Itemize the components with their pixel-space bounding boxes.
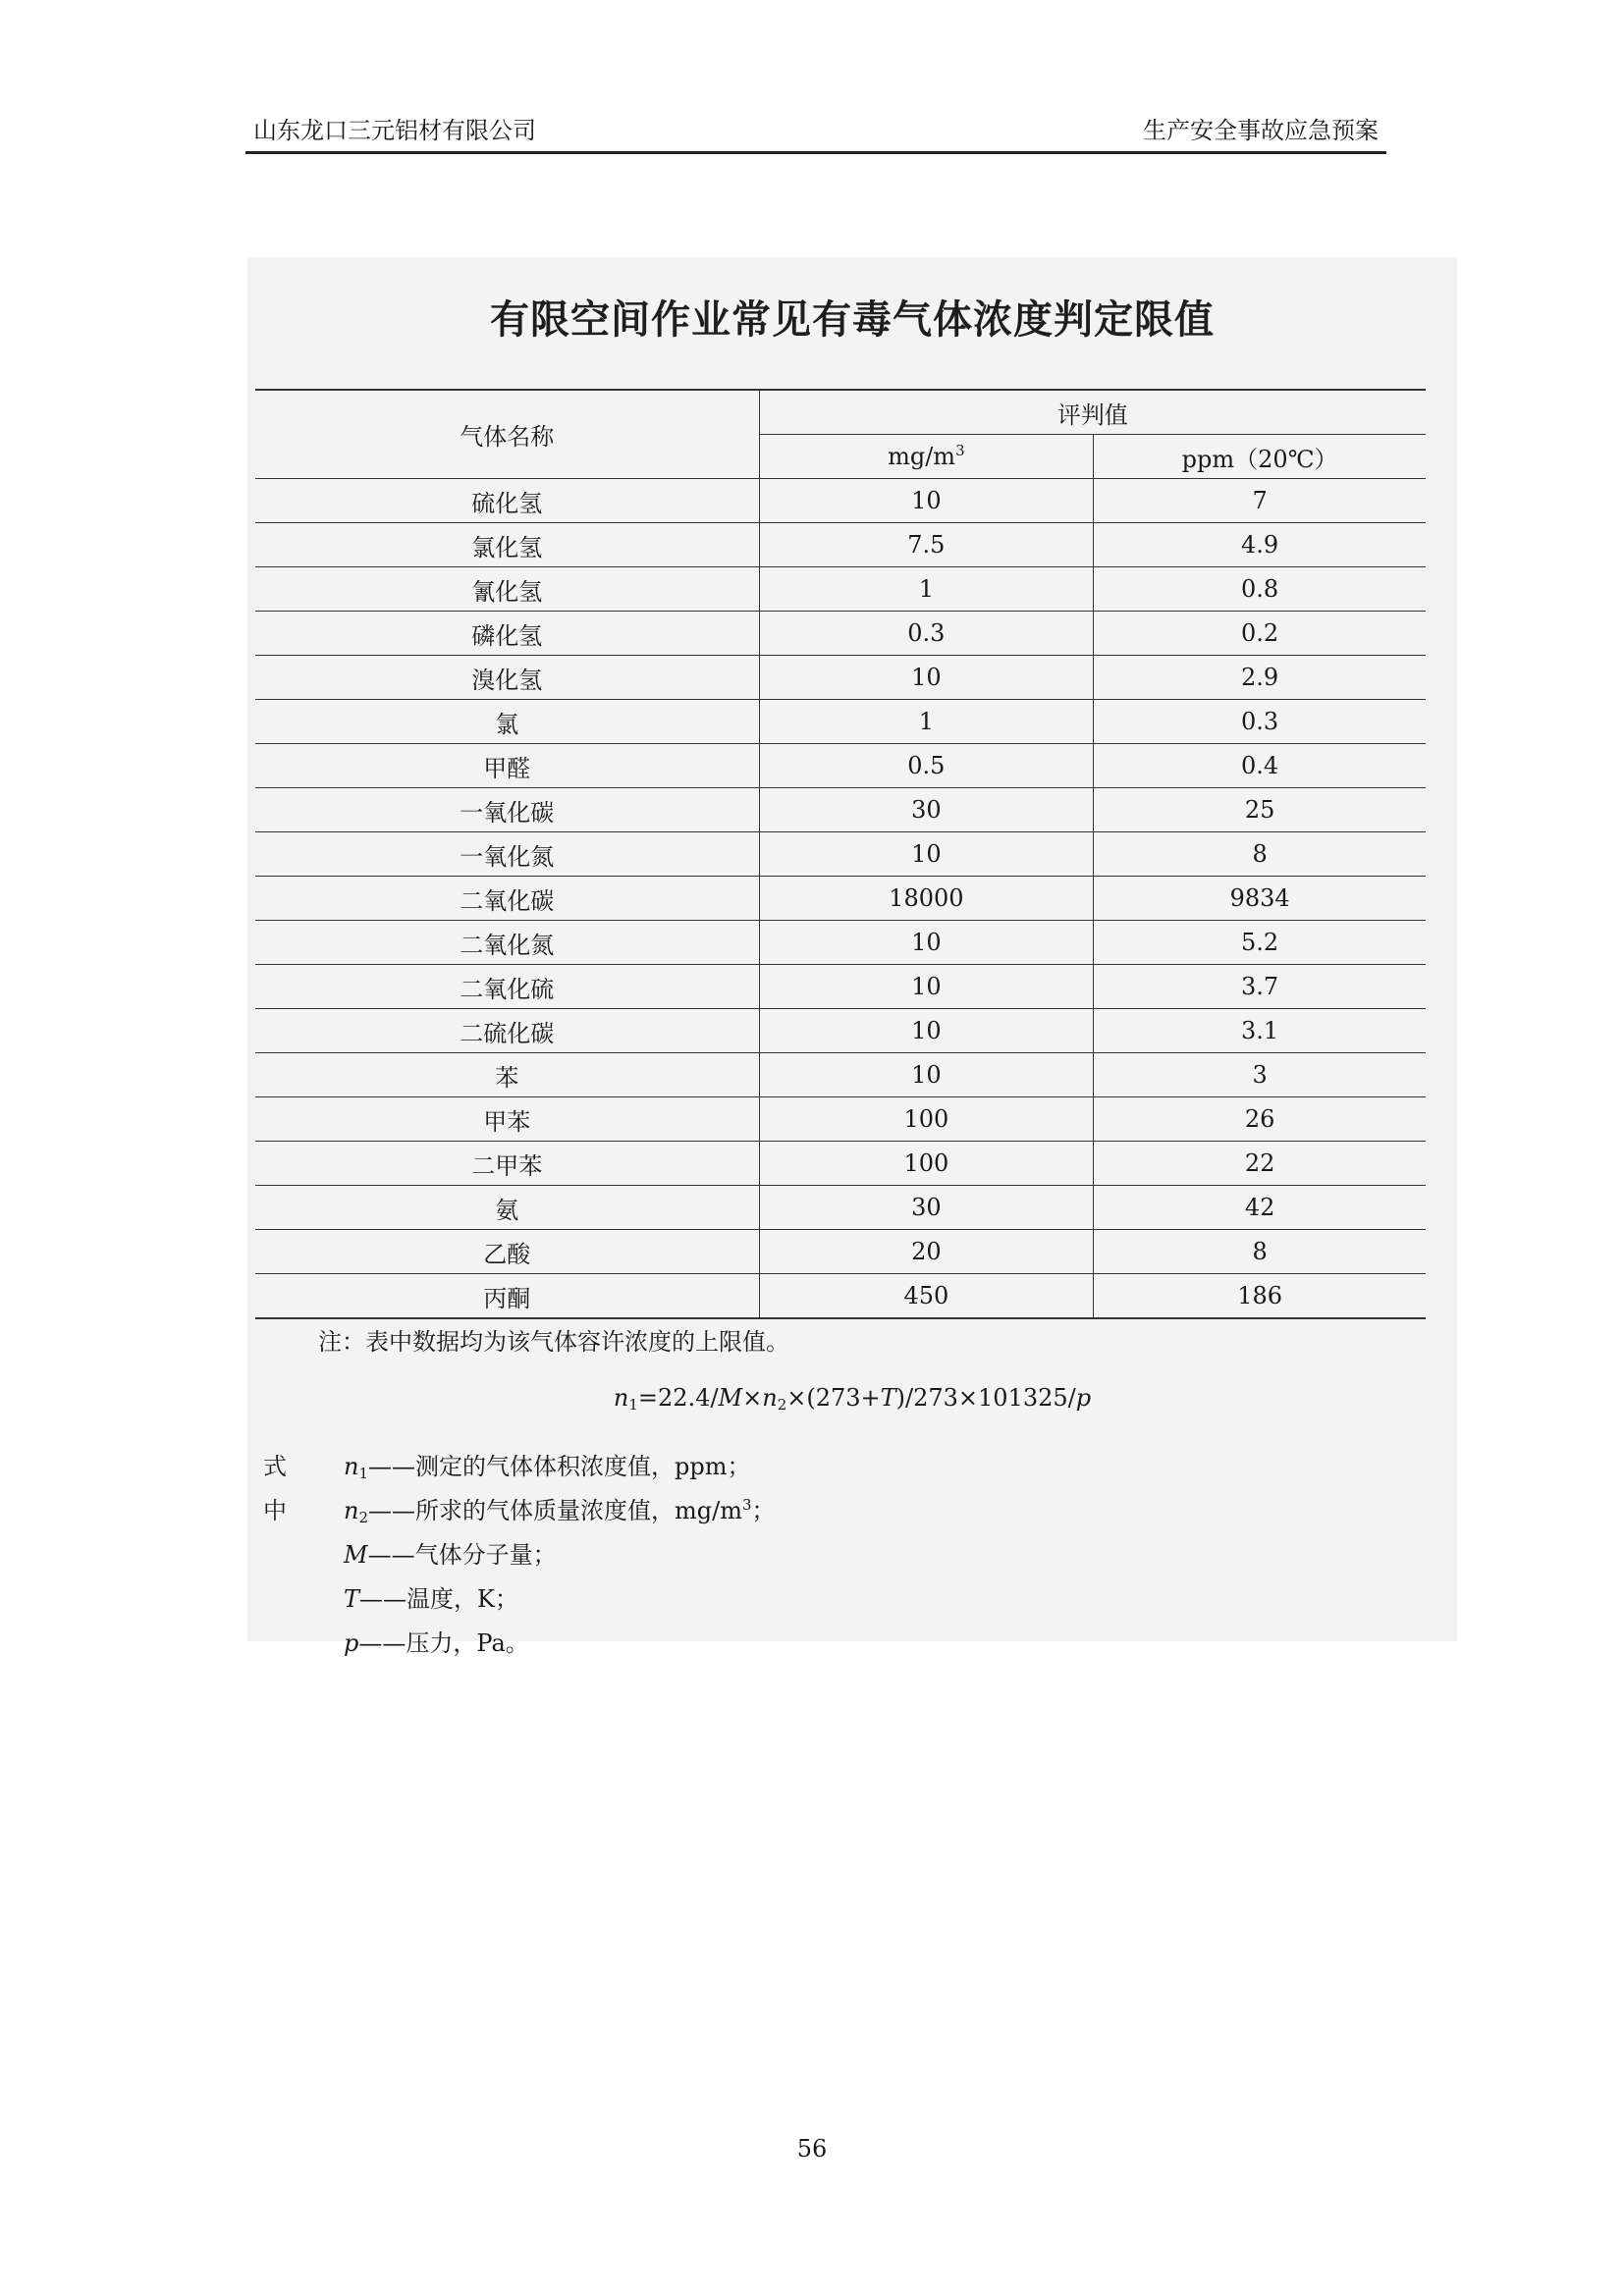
gas-name-cell: 二氧化氮: [255, 921, 759, 965]
gas-name-cell: 溴化氢: [255, 656, 759, 700]
table-row: [255, 1186, 1426, 1230]
ppm-value-cell: 9834: [1229, 884, 1290, 912]
gas-name-cell: 一氧化氮: [255, 832, 759, 877]
legend-n2: $n_2——$所求的气体质量浓度值，$mg/m^3$；: [344, 1496, 776, 1526]
mg-value-cell: 30: [759, 788, 1094, 832]
mg-value-cell: 10: [759, 832, 1094, 877]
gas-name-cell: 一氧化碳: [255, 788, 759, 832]
gas-name-cell: 硫化氢: [255, 479, 759, 523]
gas-name-cell: 苯: [255, 1053, 759, 1097]
ppm-value-cell: 4.9: [1241, 531, 1279, 559]
gas-name-cell: 氨: [255, 1186, 759, 1230]
ppm-value-cell: 22: [1244, 1149, 1275, 1177]
gas-name-cell: 氯化氢: [255, 523, 759, 567]
scanned-table-region: [247, 257, 1457, 1657]
table-row: [255, 612, 1426, 656]
table-row: [255, 1274, 1426, 1319]
gas-name-cell: 二硫化碳: [255, 1009, 759, 1053]
table-row: [255, 1097, 1426, 1142]
table-row: [255, 1142, 1426, 1186]
ppm-value-cell: 0.2: [1241, 619, 1279, 647]
header-judgement-value: 评判值: [1056, 400, 1128, 429]
mg-value-cell: 450: [759, 1274, 1094, 1319]
gas-name-cell: 乙酸: [255, 1230, 759, 1274]
gas-name-cell: 甲醛: [255, 744, 759, 788]
header-gas-name: 气体名称: [255, 390, 759, 479]
gas-name-cell: 氯: [255, 700, 759, 744]
ppm-value-cell: 186: [1237, 1282, 1283, 1309]
table-row: [255, 832, 1426, 877]
table-row: [255, 1230, 1426, 1274]
ppm-value-cell: 2.9: [1241, 664, 1279, 691]
legend-t: T——温度，K；: [344, 1585, 518, 1613]
ppm-value-cell: 3.1: [1241, 1017, 1279, 1044]
table-title: 有限空间作业常见有毒气体浓度判定限值: [490, 297, 1215, 343]
table-row: [255, 656, 1426, 700]
mg-value-cell: 10: [759, 1053, 1094, 1097]
mg-value-cell: 10: [759, 1009, 1094, 1053]
table-row: [255, 567, 1426, 612]
table-row: [255, 479, 1426, 523]
table-row: [255, 965, 1426, 1009]
ppm-value-cell: 0.8: [1241, 575, 1279, 603]
legend-p: p——压力，Pa。: [344, 1629, 529, 1657]
legend-m: M——气体分子量；: [344, 1541, 557, 1569]
table-body: [255, 479, 1426, 1319]
header-ppm: ppm（20℃）: [1181, 445, 1338, 473]
page-header: [245, 110, 1386, 154]
table-row: [255, 921, 1426, 965]
mg-value-cell: 1: [759, 700, 1094, 744]
mg-value-cell: 10: [759, 479, 1094, 523]
page-number: 56: [796, 2135, 828, 2163]
mg-value-cell: 100: [759, 1142, 1094, 1186]
legend-label: 式中: [263, 1453, 287, 1524]
ppm-value-cell: 3.7: [1241, 973, 1279, 1000]
table-row: [255, 1053, 1426, 1097]
table-header-row: [255, 390, 1426, 435]
header-company: 山东龙口三元铝材有限公司: [253, 117, 536, 144]
mg-value-cell: 0.5: [759, 744, 1094, 788]
mg-value-cell: 10: [759, 921, 1094, 965]
table-row: [255, 523, 1426, 567]
ppm-value-cell: 26: [1244, 1105, 1275, 1133]
mg-value-cell: 20: [759, 1230, 1094, 1274]
ppm-value-cell: 0.4: [1241, 752, 1279, 779]
table-row: [255, 877, 1426, 921]
mg-value-cell: 10: [759, 656, 1094, 700]
ppm-value-cell: 3: [1252, 1061, 1268, 1089]
table-row: [255, 700, 1426, 744]
mg-value-cell: 10: [759, 965, 1094, 1009]
legend-n1: $n_1——$测定的气体体积浓度值，ppm；: [344, 1453, 751, 1482]
ppm-value-cell: 8: [1252, 1238, 1268, 1265]
gas-name-cell: 磷化氢: [255, 612, 759, 656]
mg-value-cell: 30: [759, 1186, 1094, 1230]
gas-name-cell: 甲苯: [255, 1097, 759, 1142]
gas-limit-table: [255, 389, 1426, 1319]
mg-value-cell: 7.5: [759, 523, 1094, 567]
ppm-value-cell: 8: [1252, 840, 1268, 868]
conversion-formula: $n_1=22.4/M\times n_2\times(273+T)/273\times 101325/p$: [613, 1384, 1092, 1414]
mg-value-cell: 0.3: [759, 612, 1094, 656]
header-doc-title: 生产安全事故应急预案: [1143, 117, 1379, 144]
gas-name-cell: 丙酮: [255, 1274, 759, 1319]
mg-value-cell: 100: [759, 1097, 1094, 1142]
gas-name-cell: 二氧化碳: [255, 877, 759, 921]
table-row: [255, 788, 1426, 832]
ppm-value-cell: 42: [1244, 1194, 1275, 1221]
mg-value-cell: 1: [759, 567, 1094, 612]
ppm-value-cell: 7: [1252, 487, 1268, 514]
mg-value-cell: 18000: [759, 877, 1094, 921]
gas-name-cell: 氰化氢: [255, 567, 759, 612]
ppm-value-cell: 0.3: [1241, 708, 1279, 735]
ppm-value-cell: 5.2: [1241, 929, 1279, 956]
ppm-value-cell: 25: [1244, 796, 1275, 824]
header-mg-m3: $mg/m^3$: [759, 435, 1094, 479]
gas-name-cell: 二甲苯: [255, 1142, 759, 1186]
gas-name-cell: 二氧化硫: [255, 965, 759, 1009]
table-note: 注：表中数据均为该气体容许浓度的上限值。: [318, 1328, 789, 1356]
table-row: [255, 744, 1426, 788]
table-row: [255, 1009, 1426, 1053]
